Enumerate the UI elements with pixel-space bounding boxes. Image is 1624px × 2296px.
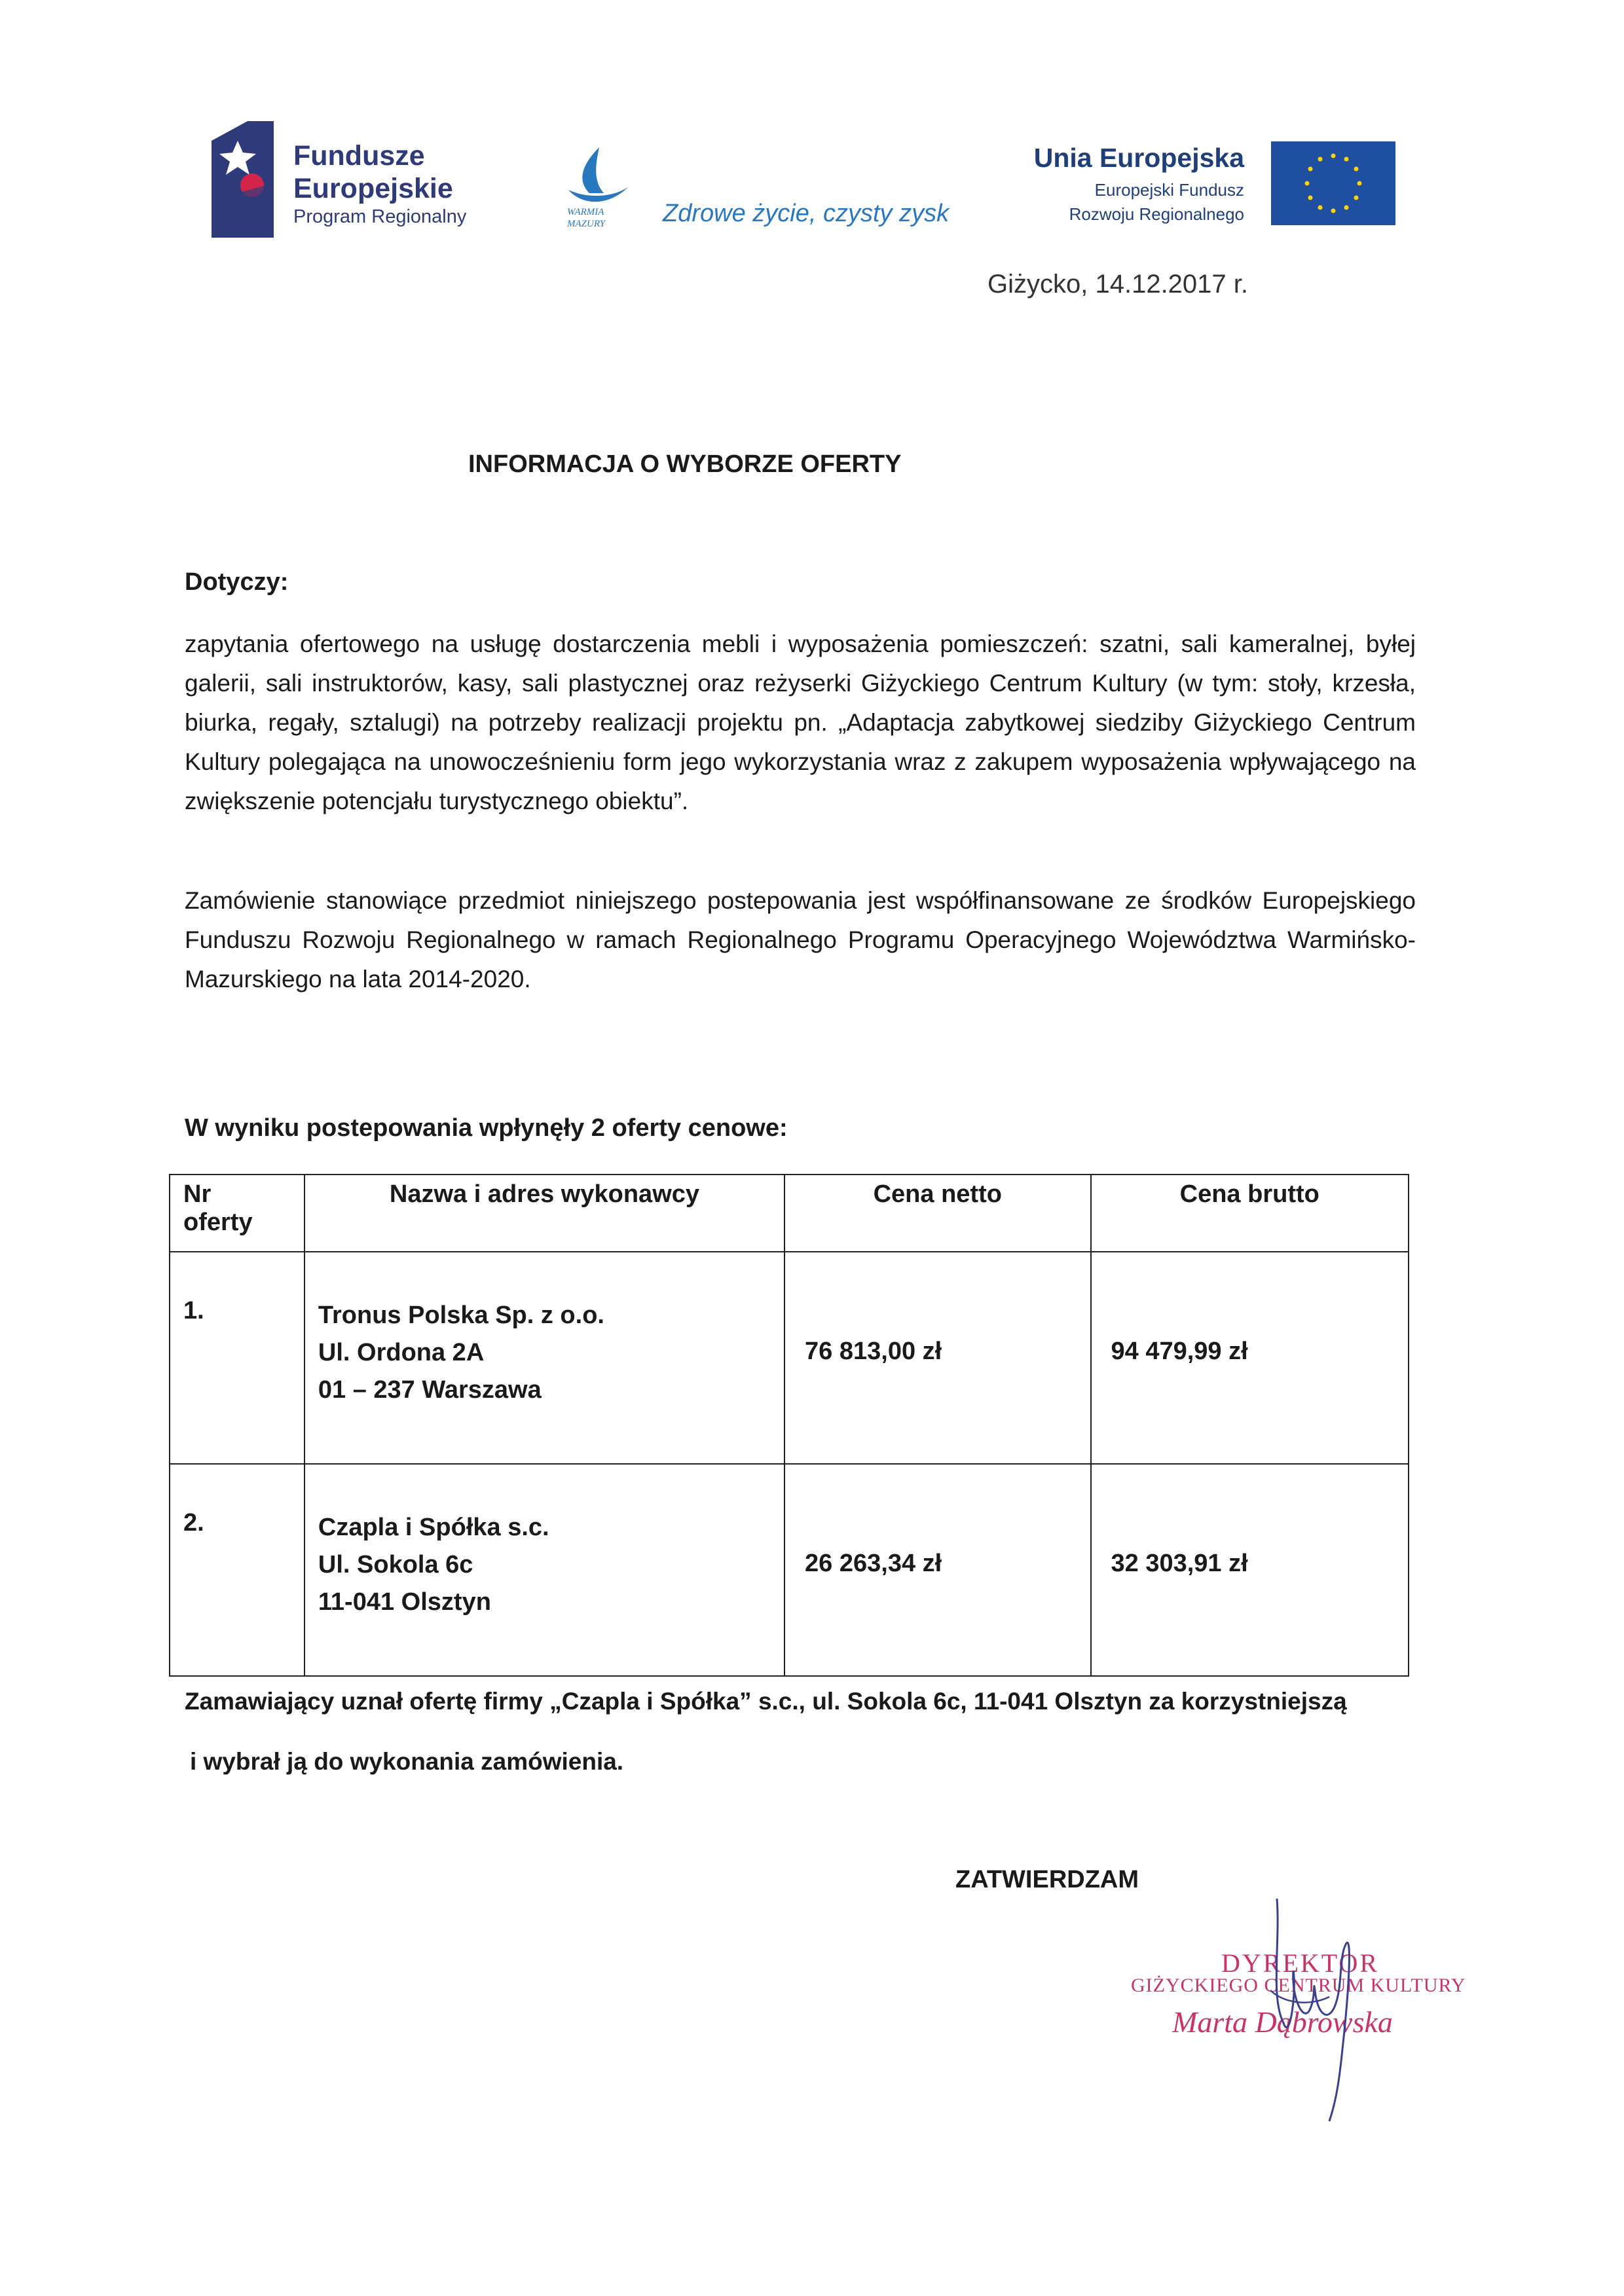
ue-subtitle-1: Europejski Fundusz	[1094, 180, 1244, 200]
fe-line1: Fundusze	[293, 140, 425, 172]
offers-table	[169, 1174, 1409, 1677]
header-nr	[170, 1175, 304, 1252]
row-contractor	[304, 1252, 784, 1464]
ue-subtitle-2: Rozwoju Regionalnego	[1069, 204, 1244, 224]
conclusion-line-1: Zamawiający uznał ofertę firmy „Czapla i Spółka” s.c., ul. Sokola 6c, 11-041 Olsztyn za korzystniejszą	[185, 1688, 1347, 1715]
row-net-price	[784, 1464, 1090, 1676]
row-gross-price	[1091, 1464, 1409, 1676]
fe-logo-text	[293, 139, 453, 205]
document-title: INFORMACJA O WYBORZE OFERTY	[468, 450, 902, 478]
contractor-name: Tronus Polska Sp. z o.o.	[318, 1302, 604, 1329]
row-contractor	[304, 1464, 784, 1676]
row-gross-price	[1091, 1252, 1409, 1464]
gross-price-value: 94 479,99 zł	[1111, 1337, 1248, 1365]
net-price-value: 76 813,00 zł	[805, 1337, 942, 1365]
approval-label: ZATWIERDZAM	[955, 1866, 1139, 1893]
stamp-institution: GIŻYCKIEGO CENTRUM KULTURY	[1131, 1975, 1466, 1996]
header-nr-line1: Nr	[183, 1180, 212, 1208]
funding-paragraph: Zamówienie stanowiące przedmiot niniejszego postepowania jest współfinansowane ze środków Europejskiego Funduszu Rozwoju Regionalnego w ramach Regionalnego Programu Operacyjnego Województwa Warmińsko-Mazurskiego na lata 2014-2020.	[185, 887, 1416, 993]
ue-title: Unia Europejska	[1033, 143, 1244, 173]
net-price-value: 26 263,34 zł	[805, 1549, 942, 1577]
fe-line2: Europejskie	[293, 173, 453, 204]
gross-price-value: 32 303,91 zł	[1111, 1549, 1248, 1577]
handwritten-signature-icon	[1231, 1892, 1401, 2128]
row-net-price	[784, 1252, 1090, 1464]
stamp-name: Marta Dąbrowska	[1172, 2005, 1393, 2039]
table-header-row	[170, 1175, 1409, 1252]
row-nr: 1.	[170, 1252, 304, 1464]
wm-line2: MAZURY	[567, 219, 606, 229]
wm-line1: WARMIA	[567, 207, 604, 217]
subject-paragraph: zapytania ofertowego na usługę dostarczenia mebli i wyposażenia pomieszczeń: szatni, sali kameralnej, byłej galerii, sali instruktorów, kasy, sali plastycznej oraz reżyserki Giżyckiego Centrum Kultury (w tym: stoły, krzesła, biurka, regały, sztalugi) na potrzeby realizacji projektu pn. „Adaptacja zabytkowej siedziby Giżyckiego Centrum Kultury polegająca na unowocześnieniu form jego wykorzystania wraz z zakupem wyposażenia wpływającego na zwiększenie potencjału turystycznego obiektu”.	[185, 630, 1416, 814]
fe-line3: Program Regionalny	[293, 206, 467, 227]
conclusion-line-2: i wybrał ją do wykonania zamówienia.	[190, 1748, 624, 1775]
header-name: Nazwa i adres wykonawcy	[304, 1175, 784, 1252]
row-nr: 2.	[170, 1464, 304, 1676]
document-date: Giżycko, 14.12.2017 r.	[987, 270, 1249, 299]
header-net: Cena netto	[784, 1175, 1090, 1252]
contractor-city: 01 – 237 Warszawa	[318, 1376, 542, 1404]
contractor-city: 11-041 Olsztyn	[318, 1588, 491, 1616]
header-gross: Cena brutto	[1091, 1175, 1409, 1252]
contractor-street: Ul. Sokola 6c	[318, 1551, 473, 1578]
subject-label: Dotyczy:	[185, 568, 289, 596]
warmia-mazury-logo-icon	[563, 144, 642, 229]
results-intro: W wyniku postepowania wpłynęły 2 oferty cenowe:	[185, 1114, 788, 1142]
eu-flag-icon	[1271, 141, 1395, 225]
wm-tagline: Zdrowe życie, czysty zysk	[663, 200, 950, 227]
table-row	[170, 1464, 1409, 1676]
fundusze-europejskie-logo-icon	[212, 121, 274, 238]
table-row	[170, 1252, 1409, 1464]
header-nr-line2: oferty	[183, 1209, 253, 1236]
contractor-street: Ul. Ordona 2A	[318, 1339, 485, 1366]
stamp-title: DYREKTOR	[1221, 1948, 1380, 1978]
contractor-name: Czapla i Spółka s.c.	[318, 1514, 549, 1541]
